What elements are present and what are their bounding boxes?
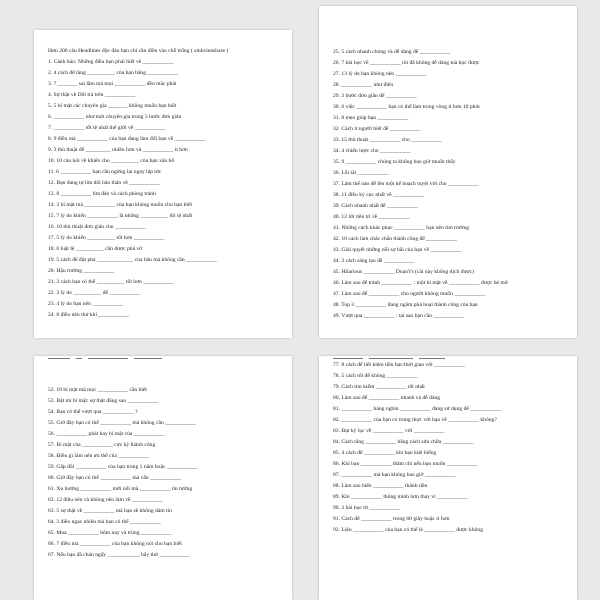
list-item: 10. 10 câu hỏi về khiến cho __________ của bạn xấu hổ	[48, 158, 175, 164]
cut-off-text-line	[333, 358, 483, 361]
list-item: 55. Giờ đây bạn có thể ___________ mà không cần ___________	[48, 420, 196, 426]
list-item: 84. Cách tăng ___________ bằng cách sửa chữa ___________	[333, 439, 474, 445]
list-item: 21. 3 cách bạn có thể __________ tốt hơn ___________	[48, 279, 175, 285]
document-page-2	[319, 6, 577, 338]
list-item: 86. Khi bạn ___________ thâm chí nếu bạn muốn ___________	[333, 461, 478, 467]
list-item: 85. 4 cách để ___________ khi bạn kiệt biếng	[333, 450, 437, 456]
list-item: 6. ___________ như một chuyên gia trong 5 bước đơn giản	[48, 114, 182, 120]
list-item: 59. Gấp đôi ___________ của bạn trong 1 năm hoặc ___________	[48, 464, 198, 470]
list-item: 29. 3 bước đơn giản để ___________	[333, 93, 417, 99]
list-item: 79. Cách tìm kiếm ___________ tốt nhất	[333, 384, 425, 390]
list-item: 17. 5 lý do khiến __________ tốt hơn ___________	[48, 235, 165, 241]
list-item: 11. 6 ___________ bạn cần ngừng lại ngay lập tức	[48, 169, 162, 175]
list-item: 34. 4 chiến lược cho ___________	[333, 148, 411, 154]
list-item: 42. 10 cách làm chắc chắn thành công để ___________	[333, 236, 457, 242]
list-item: 83. Đạt kỷ lục về ___________ với ___________	[333, 428, 445, 434]
list-item: 8. 9 điều mà ___________ của bạn đang làm đối bạn về ___________	[48, 136, 206, 142]
list-item: 48. Top 3 ___________ đang ngăm phá hoại thành công của bạn	[333, 302, 478, 308]
list-item: 78. 5 cách tốt để không ___________	[333, 373, 418, 379]
list-item: 89. Khi ___________ thông minh hơn thay vì ___________	[333, 494, 468, 500]
list-item: 12. Bạn đang tự lừa dối bản thân về ___________	[48, 180, 161, 186]
list-item: 20. Hậu trường ___________	[48, 268, 115, 274]
list-item: 24. 8 điều nên thử khi ___________	[48, 312, 130, 318]
list-item: 63. 5 sự thật về ___________ mà bạn sẽ không dám tin	[48, 508, 172, 514]
list-item: 53. Bật mí bí mật: sự thật đằng sau ___________	[48, 398, 159, 404]
cut-off-text-line	[48, 358, 198, 361]
document-page-4	[319, 356, 577, 600]
list-item: 9. 3 thủ thuật để _________ nhiều hơn và ___________ ít hơn	[48, 147, 188, 153]
list-item: 36. Lỗi tắt ___________	[333, 170, 389, 176]
list-item: 61. Xu hướng ___________ mới nổi mà ___________ tin tưởng	[48, 486, 193, 492]
list-item: 45. Hilarious ___________ Doan't's (cái này không dịch được)	[333, 269, 474, 275]
list-item: 87. ___________ mà bạn không bao giờ ___________	[333, 472, 456, 478]
list-item: 35. 9 ___________ chúng ta không bao giờ muốn thấy	[333, 159, 456, 165]
list-item: 26. 7 bài học về ___________ tôi đã không dễ dàng mà học được	[333, 60, 480, 66]
list-item: 80. Làm sao để ___________ nhanh và dễ dàng	[333, 395, 441, 401]
list-item: 14. 3 bí mật mà ___________ của bạn không muốn cho bạn biết	[48, 202, 193, 208]
list-item: 46. Làm sao để tránh ___________ : một bí mật về ___________ được hé mở	[333, 280, 508, 286]
list-item: 81. ___________ hàng nghìn ___________ đang sử dụng để ___________	[333, 406, 502, 412]
list-item: 31. 8 mẹo giúp bạn ___________	[333, 115, 409, 121]
list-item: 67. Nếu bạn đã chán ngấy ___________, hãy thử ___________	[48, 552, 191, 558]
list-item: 3. 7 _______ sai lầm mà mọi ___________ đều mắc phải	[48, 81, 177, 87]
list-item: 13. 8 ___________ lừa đảo và cách phòng tránh	[48, 191, 156, 197]
list-item: 88. Làm sao biến ___________ thành tiền	[333, 483, 428, 489]
list-item: 58. Điều gì làm nên ưu thế của ___________	[48, 453, 150, 459]
list-item: 27. 13 lý do bạn không nên ___________	[333, 71, 427, 77]
list-item: 18. 6 luật lệ __________ cần được phá vỡ	[48, 246, 143, 252]
list-item: 16. 10 thủ thuật đơn giản cho ___________	[48, 224, 146, 230]
list-item: 43. Giải quyết những nỗi sợ hãi của bạn về ___________	[333, 247, 462, 253]
list-item: 44. 3 cách sáng tạo để ___________	[333, 258, 415, 264]
document-page-1	[34, 30, 292, 338]
list-item: 60. Giờ đây bạn có thể ___________ mà vẫn ___________	[48, 475, 181, 481]
list-item: 4. Sự thật về Dối trá trên ___________	[48, 92, 136, 98]
list-item: 32. Cách ít người biết để ___________	[333, 126, 421, 132]
list-item: 15. 7 lý do khiến ___________ là những __________ tồi tệ nhất	[48, 213, 193, 219]
list-item: 41. Những cách khác phục ___________ bạn nên tìm trường	[333, 225, 470, 231]
list-item: 19. 5 cách để đột phá _____________ của bản mà không cần ___________	[48, 257, 217, 263]
list-item: 64. 3 điều ngạc nhiên mà bạn có thể ___________	[48, 519, 161, 525]
document-page-3	[34, 356, 292, 600]
list-item: 65. Mua ___________ hôm nay và trúng ___________	[48, 530, 172, 536]
list-item: 23. 4 lý do bạn nên ___________	[48, 301, 124, 307]
list-item: 54. Bạn có thể vượt qua ___________ ?	[48, 409, 138, 415]
list-item: 1. Cảnh báo: Những điều bạn phải biết về ___________	[48, 59, 174, 65]
list-item: 5. 5 bí mật các chuyên gia _______ không muốn bạn biết	[48, 103, 177, 109]
list-item: 22. 3 lý do __________ để ___________	[48, 290, 141, 296]
list-item: 33. 15 thủ thuật ___________ cho ___________	[333, 137, 442, 143]
list-item: 52. 10 bí mật mà mọi ___________ cần biết	[48, 387, 147, 393]
list-item: 7. ___________ tốt tệ nhất thế giới về ___________	[48, 125, 166, 131]
list-item: 90. 3 bài học từ ___________	[333, 505, 401, 511]
list-item: 39. Cách nhanh nhất để ___________	[333, 203, 418, 209]
list-item: 82. ___________ của bạn có trung thực với bạn về ___________ không?	[333, 417, 497, 423]
list-item: 77. 8 cách để tiết kiệm tiền bạc/thời gian với ___________	[333, 362, 465, 368]
document-title: Hơn 200 câu Headlines độc đáo bạn chỉ cần điền vào chỗ trống ( sinhvienshare )	[48, 48, 229, 54]
list-item: 91. Cách để ___________ trong 60 giây hoặc ít hơn	[333, 516, 450, 522]
list-item: 56. ___________ phát hay bí mật của ___________	[48, 431, 165, 437]
list-item: 28. ___________ như điên	[333, 82, 394, 88]
list-item: 66. 7 điều mà ___________ của bạn không nói cho bạn biết	[48, 541, 182, 547]
list-item: 40. 12 lời tiên tri về ___________	[333, 214, 410, 220]
list-item: 49. Vượt qua ___________ : tại sao bạn cần ___________	[333, 313, 465, 319]
list-item: 37. Làm thế nào để lên một kế hoạch tuyệt vời cho ___________	[333, 181, 479, 187]
list-item: 47. Làm sao để ___________ cho người không muốn ___________	[333, 291, 486, 297]
list-item: 30. 6 việc ___________ bạn có thể làm trong vòng ít hơn 10 phút	[333, 104, 480, 110]
list-item: 57. Bí mật của ___________ cực kỳ thành công	[48, 442, 156, 448]
list-item: 25. 5 cách nhanh chóng và dễ dàng để ___________	[333, 49, 451, 55]
list-item: 2. 4 cách để tăng __________ của bạn bằng ___________	[48, 70, 179, 76]
list-item: 38. 11 điều kỳ cục nhất về ___________	[333, 192, 424, 198]
list-item: 62. 12 điều nên và không nên làm về ___________	[48, 497, 163, 503]
list-item: 92. Liệu ___________ của bạn có thể là ___________ được không	[333, 527, 484, 533]
